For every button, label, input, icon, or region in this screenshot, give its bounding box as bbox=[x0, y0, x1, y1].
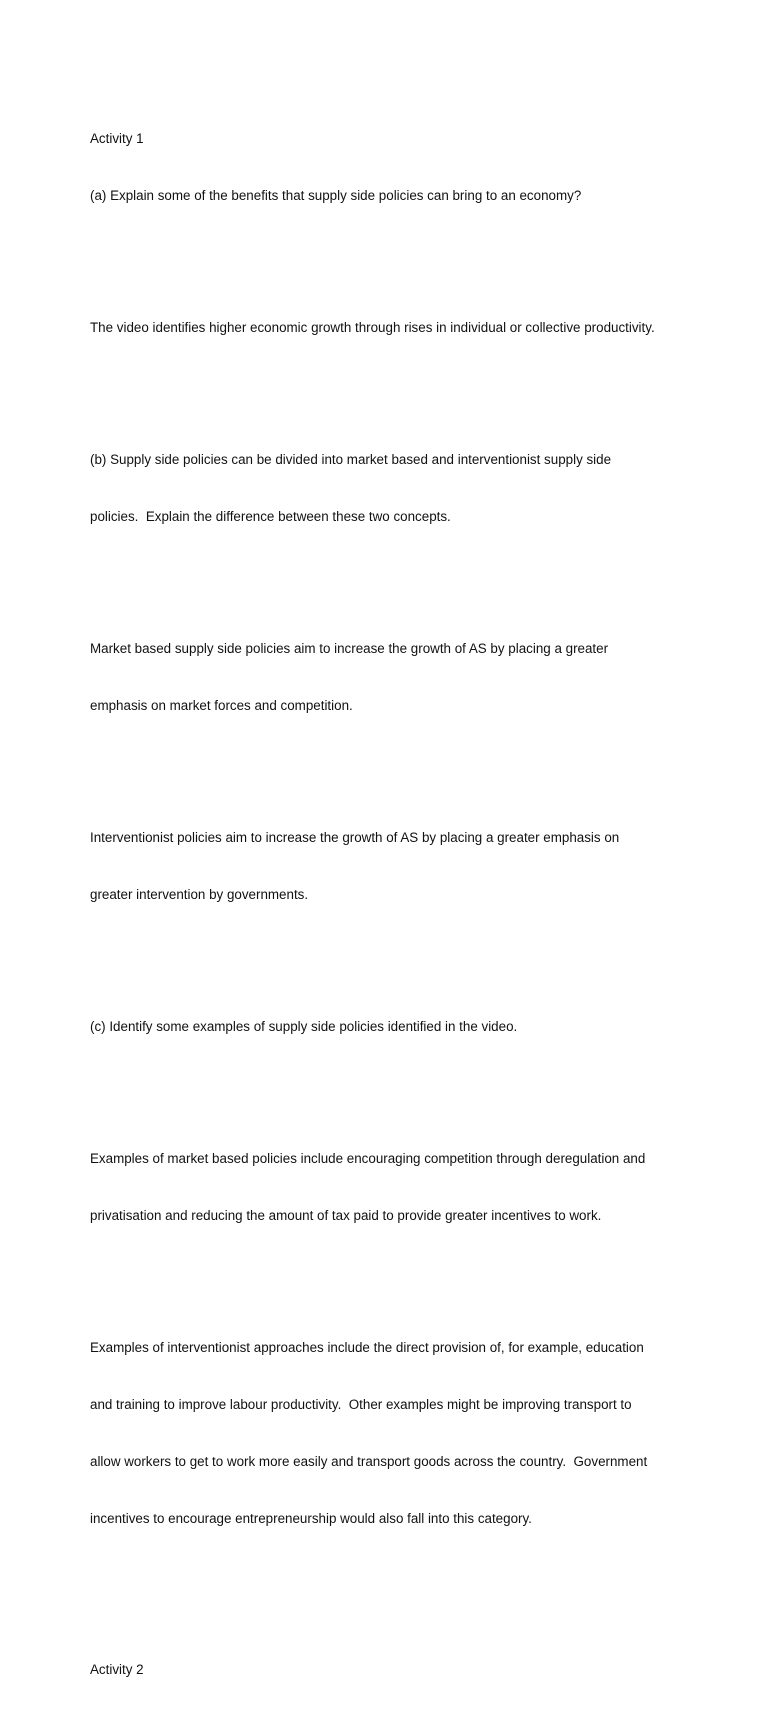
paragraph-spacer bbox=[90, 942, 690, 960]
paragraph-spacer bbox=[90, 564, 690, 582]
answer-c-interventionist-line-2: and training to improve labour productivity. Other examples might be improving transport to bbox=[90, 1397, 632, 1412]
answer-c-interventionist-line-3: allow workers to get to work more easily and transport goods across the country. Government bbox=[90, 1454, 648, 1469]
question-c: (c) Identify some examples of supply side policies identified in the video. bbox=[90, 1019, 518, 1034]
activity-2-heading: Activity 2 bbox=[90, 1662, 144, 1677]
answer-c-market-line-2: privatisation and reducing the amount of tax paid to provide greater incentives to work. bbox=[90, 1208, 602, 1223]
answer-b-interventionist-line-2: greater intervention by governments. bbox=[90, 887, 309, 902]
question-b-line-1: (b) Supply side policies can be divided into market based and interventionist supply side bbox=[90, 452, 612, 467]
answer-b-market-line-2: emphasis on market forces and competition. bbox=[90, 698, 353, 713]
paragraph-spacer bbox=[90, 1074, 690, 1092]
document-body bbox=[90, 91, 690, 1717]
activity-1-heading: Activity 1 bbox=[90, 131, 144, 146]
answer-c-market-line-1: Examples of market based policies include encouraging competition through deregulation and bbox=[90, 1151, 646, 1166]
answer-b-interventionist-line-1: Interventionist policies aim to increase the growth of AS by placing a greater emphasis on bbox=[90, 830, 620, 845]
answer-a: The video identifies higher economic growth through rises in individual or collective productivity. bbox=[90, 320, 655, 335]
question-a: (a) Explain some of the benefits that supply side policies can bring to an economy? bbox=[90, 188, 582, 203]
paragraph-spacer bbox=[90, 1263, 690, 1281]
paragraph-spacer bbox=[90, 375, 690, 393]
paragraph-spacer bbox=[90, 753, 690, 771]
paragraph-spacer bbox=[90, 243, 690, 261]
section-spacer bbox=[90, 1566, 690, 1603]
answer-c-interventionist-line-1: Examples of interventionist approaches include the direct provision of, for example, education bbox=[90, 1340, 644, 1355]
question-b-line-2: policies. Explain the difference between these two concepts. bbox=[90, 509, 451, 524]
answer-b-market-line-1: Market based supply side policies aim to increase the growth of AS by placing a greater bbox=[90, 641, 609, 656]
answer-c-interventionist-line-4: incentives to encourage entrepreneurship would also fall into this category. bbox=[90, 1511, 532, 1526]
